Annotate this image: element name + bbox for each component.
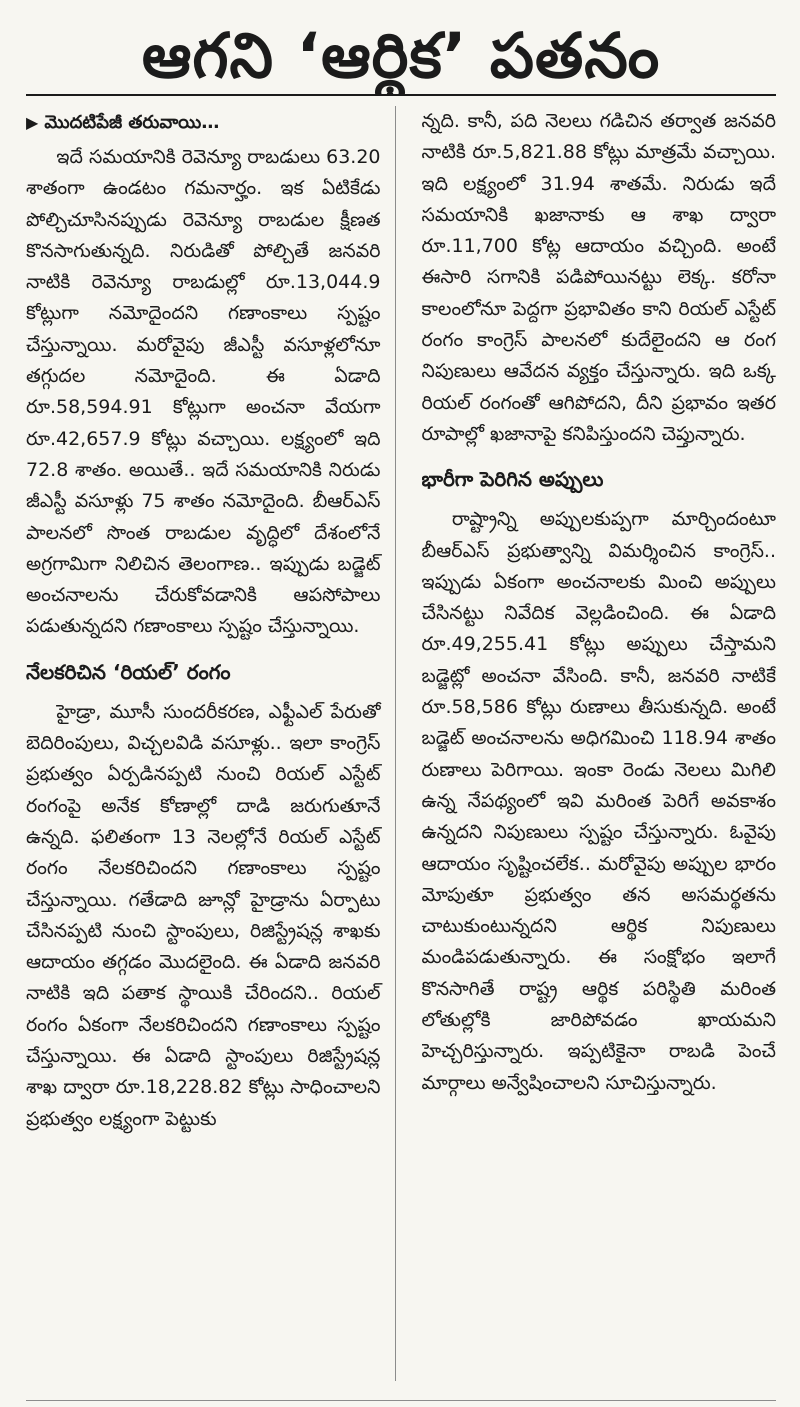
paragraph: ఇదే సమయానికి రెవెన్యూ రాబడులు 63.20 శాతంగా ఉండటం గమనార్హం. ఇక ఏటికేడు పోల్చిచూసినప్పుడు రెవెన్యూ రాబడుల క్షీణత కొనసాగుతున్నది. నిరుడితో పోల్చితే జనవరి నాటికి రెవెన్యూ రాబడుల్లో రూ.13,044.9 కోట్లుగా నమోదైందని గణాంకాలు స్పష్టం చేస్తున్నాయి. మరోవైపు జీఎస్టీ వసూళ్లలోనూ తగ్గుదల నమోదైంది. ఈ ఏడాది రూ.58,594.91 కోట్లుగా అంచనా వేయగా రూ.42,657.9 కోట్లు వచ్చాయి. లక్ష్యంలో ఇది 72.8 శాతం. అయితే.. ఇదే సమయానికి నిరుడు జీఎస్టీ వసూళ్లు 75 శాతం నమోదైంది. బీఆర్ఎస్ పాలనలో సొంత రాబడుల వృద్ధిలో దేశంలోనే అగ్రగామిగా నిలిచిన తెలంగాణ.. ఇప్పుడు బడ్జెట్ అంచనాలను చేరుకోవడానికి ఆపసోపాలు పడుతున్నదని గణాంకాలు స్పష్టం చేస్తున్నాయి. [26, 146, 381, 638]
right-column [422, 106, 777, 1381]
left-column [26, 106, 396, 1381]
triangle-right-icon: ▶ [26, 113, 39, 132]
headline: ఆగని ‘ఆర్థిక’ పతనం [26, 0, 776, 96]
subheading: భారీగా పెరిగిన అప్పులు [421, 467, 604, 492]
paragraph: న్నది. కానీ, పది నెలలు గడిచిన తర్వాత జనవరి నాటికి రూ.5,821.88 కోట్లు మాత్రమే వచ్చాయి. ఇది లక్ష్యంలో 31.94 శాతమే. నిరుడు ఇదే సమయానికి ఖజానాకు ఆ శాఖ ద్వారా రూ.11,700 కోట్ల ఆదాయం వచ్చింది. అంటే ఈసారి సగానికి పడిపోయినట్టు లెక్క. కరోనా కాలంలోనూ పెద్దగా ప్రభావితం కాని రియల్ ఎస్టేట్ రంగం కాంగ్రెస్ పాలనలో కుదేలైందని ఆ రంగ నిపుణులు ఆవేదన వ్యక్తం చేస్తున్నారు. ఇది ఒక్క రియల్ రంగంతో ఆగిపోదని, దీని ప్రభావం ఇతర రూపాల్లో ఖజానాపై కనిపిస్తుందని చెప్తున్నారు. [421, 110, 776, 445]
paragraph: రాష్ట్రాన్ని అప్పులకుప్పగా మార్చిందంటూ బీఆర్ఎస్ ప్రభుత్వాన్ని విమర్శించిన కాంగ్రెస్.. ఇప్పుడు ఏకంగా అంచనాలకు మించి అప్పులు చేసినట్టు నివేదిక వెల్లడించింది. ఈ ఏడాది రూ.49,255.41 కోట్లు అప్పులు చేస్తామని బడ్జెట్లో అంచనా వేసింది. కానీ, జనవరి నాటికే రూ.58,586 కోట్లు రుణాలు తీసుకున్నది. అంటే బడ్జెట్ అంచనాలను అధిగమించి 118.94 శాతం రుణాలు పెరిగాయి. ఇంకా రెండు నెలలు మిగిలి ఉన్న నేపథ్యంలో ఇవి మరింత పెరిగే అవకాశం ఉన్నదని నిపుణులు స్పష్టం చేస్తున్నారు. ఓవైపు ఆదాయం సృష్టించలేక.. మరోవైపు అప్పుల భారం మోపుతూ ప్రభుత్వం తన అసమర్థతను చాటుకుంటున్నదని ఆర్థిక నిపుణులు మండిపడుతున్నారు. ఈ సంక్షోభం ఇలాగే కొనసాగితే రాష్ట్ర ఆర్థిక పరిస్థితి మరింత లోతుల్లోకి జారిపోవడం ఖాయమని హెచ్చరిస్తున్నారు. ఇప్పటికైనా రాబడి పెంచే మార్గాలు అన్వేషించాలని సూచిస్తున్నారు. [421, 508, 776, 1094]
continuation-kicker [26, 108, 381, 138]
paragraph: హైడ్రా, మూసీ సుందరీకరణ, ఎఫ్టీఎల్ పేరుతో బెదిరింపులు, విచ్చలవిడి వసూళ్లు.. ఇలా కాంగ్రెస్ ప్రభుత్వం ఏర్పడినప్పటి నుంచి రియల్ ఎస్టేట్ రంగంపై అనేక కోణాల్లో దాడి జరుగుతూనే ఉన్నది. ఫలితంగా 13 నెలల్లోనే రియల్ ఎస్టేట్ రంగం నేలకరిచిందని గణాంకాలు స్పష్టం చేస్తున్నాయి. గతేడాది జూన్లో హైడ్రాను ఏర్పాటు చేసినప్పటి నుంచి స్టాంపులు, రిజిస్ట్రేషన్ల శాఖకు ఆదాయం తగ్గడం మొదలైంది. ఈ ఏడాది జనవరి నాటికి ఇది పతాక స్థాయికి చేరిందని.. రియల్ రంగం ఏకంగా నేలకరిచిందని గణాంకాలు స్పష్టం చేస్తున్నాయి. ఈ ఏడాది స్టాంపులు రిజిస్ట్రేషన్ల శాఖ ద్వారా రూ.18,228.82 కోట్లు సాధించాలని ప్రభుత్వం లక్ష్యంగా పెట్టుకు [26, 700, 381, 1130]
bottom-divider [26, 1400, 776, 1401]
kicker-text: మొదటిపేజీ తరువాయి… [44, 112, 220, 133]
subheading: నేలకరిచిన ‘రియల్’ రంగం [26, 659, 231, 684]
article-columns [26, 106, 776, 1381]
